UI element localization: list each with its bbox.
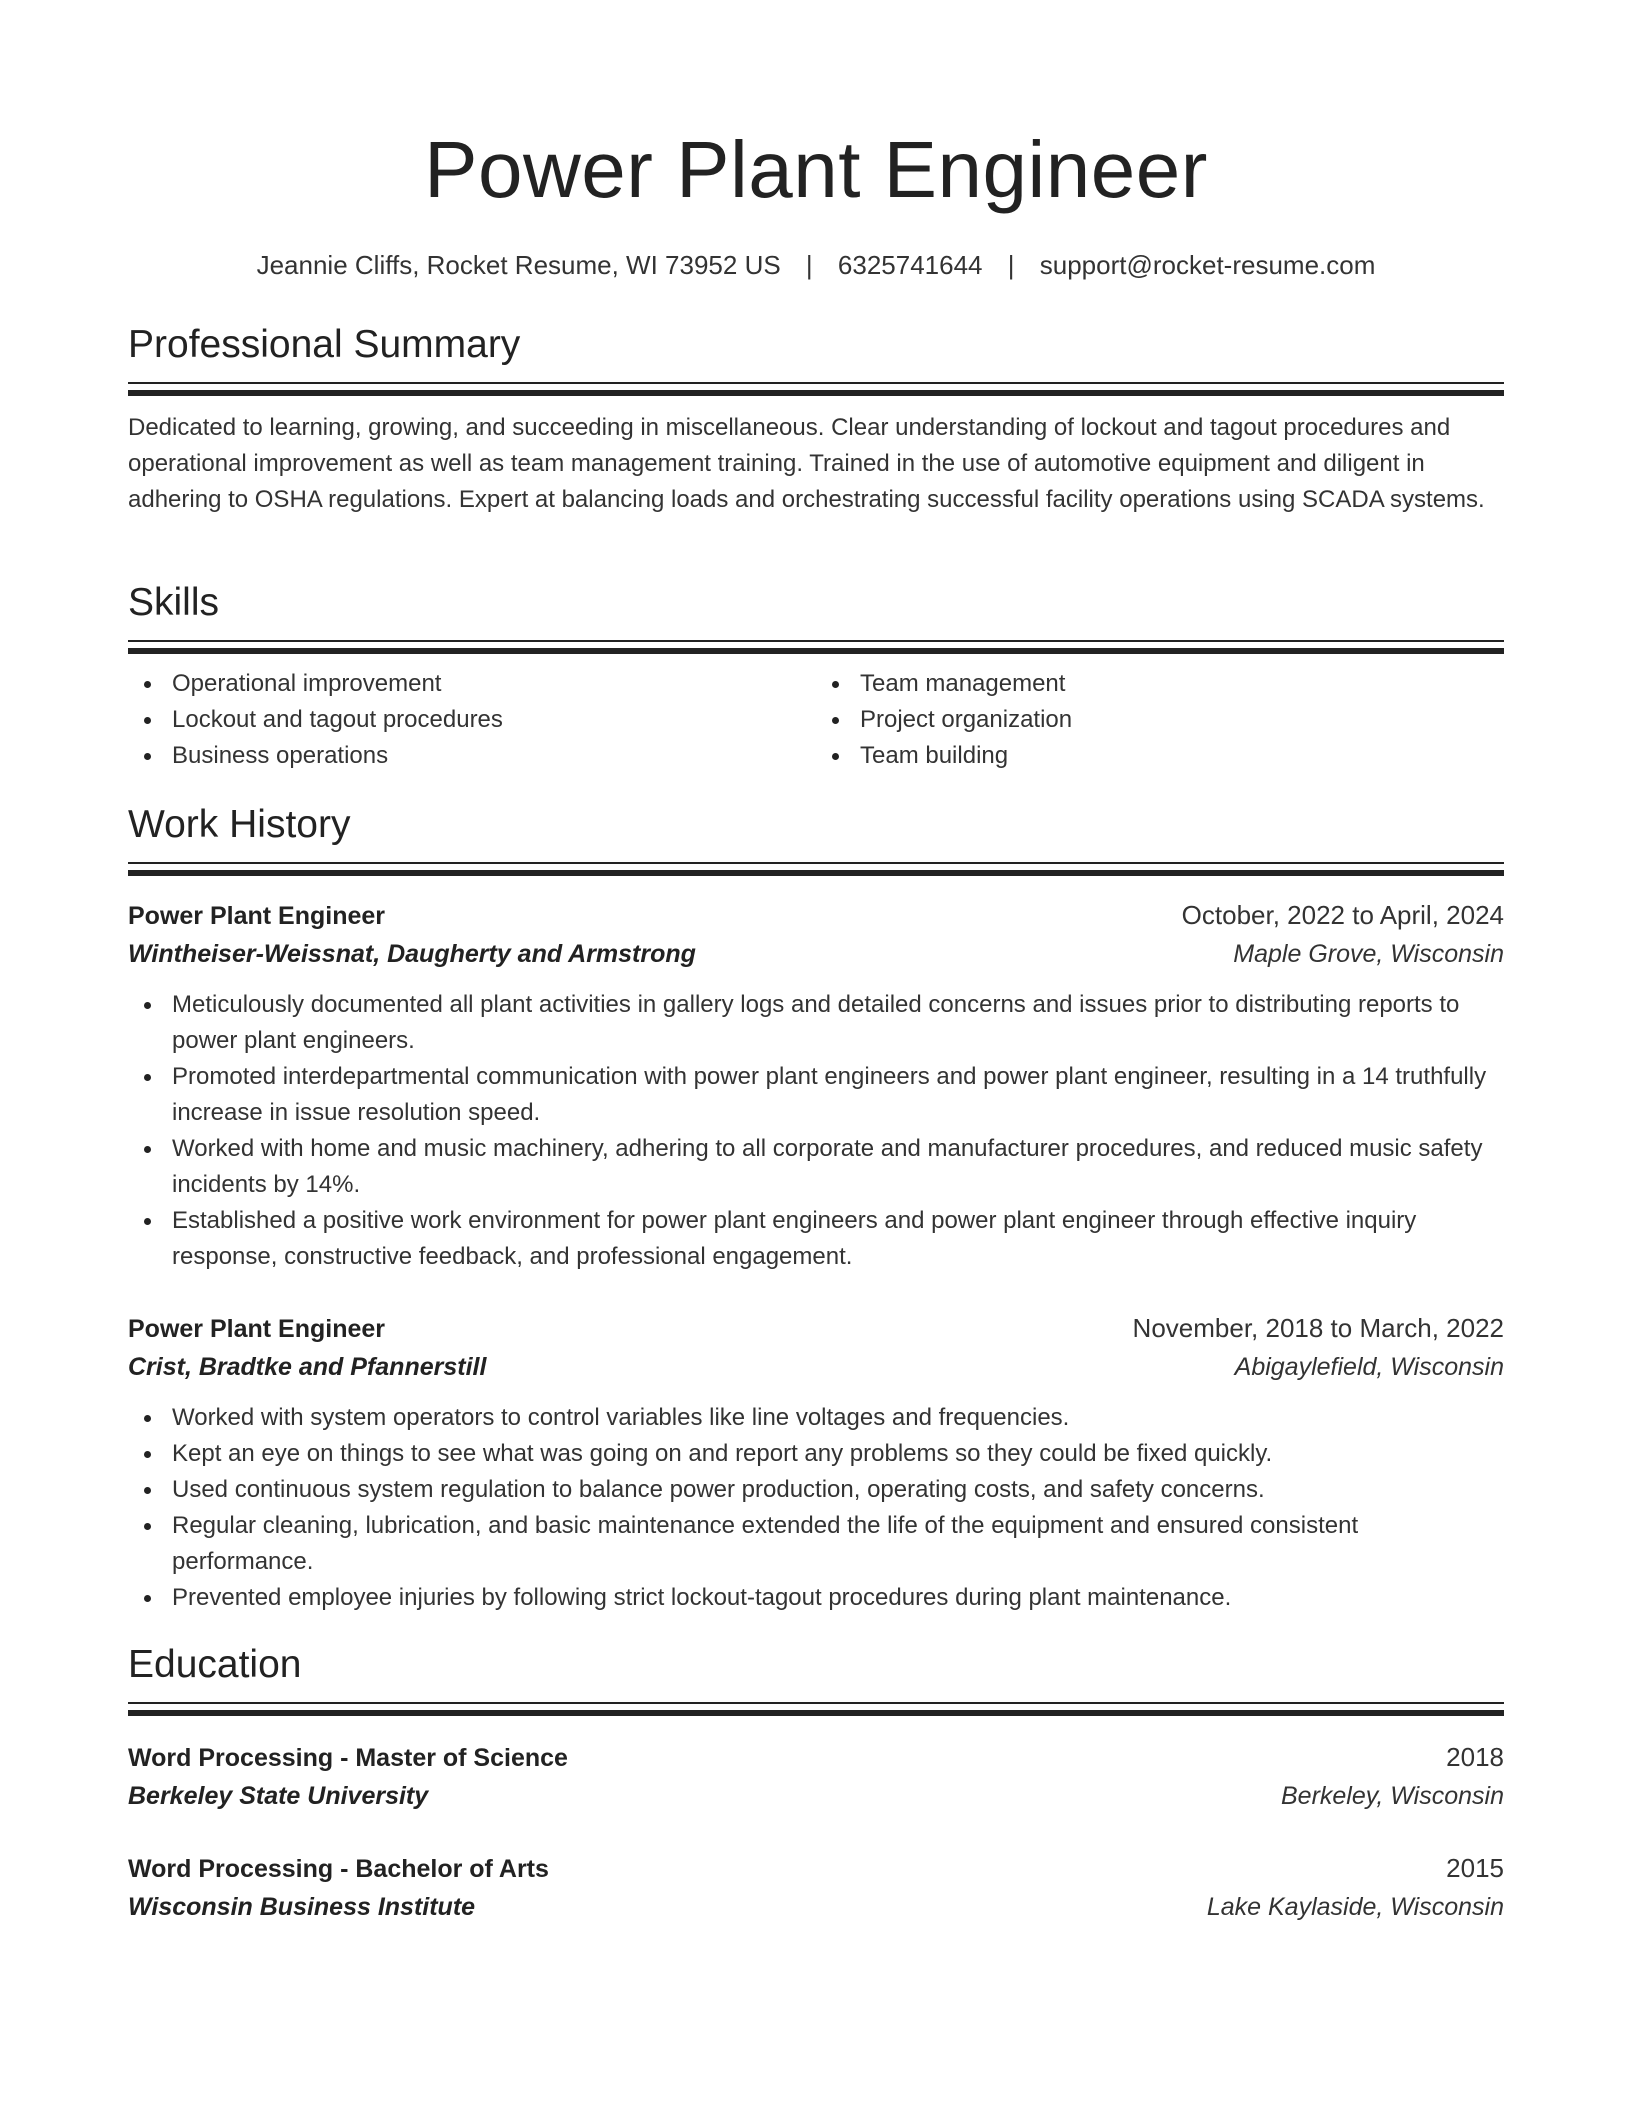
job-company: Wintheiser-Weissnat, Daugherty and Armstrong <box>128 940 696 968</box>
contact-separator: | <box>1007 250 1015 280</box>
job-bullet: Worked with home and music machinery, adhering to all corporate and manufacturer procedures, and reduced music safety incidents by 14%. <box>172 1131 1504 1203</box>
skill-item: Project organization <box>860 702 1504 738</box>
job-bullet: Regular cleaning, lubrication, and basic maintenance extended the life of the equipment and ensured consistent performance. <box>172 1508 1504 1580</box>
education-school: Wisconsin Business Institute <box>128 1893 476 1921</box>
skills-section <box>128 578 1504 774</box>
job-bullet: Worked with system operators to control variables like line voltages and frequencies. <box>172 1400 1504 1436</box>
job-entry <box>128 896 1504 1275</box>
education-location: Berkeley, Wisconsin <box>1281 1782 1504 1810</box>
education-entry <box>128 1738 1504 1815</box>
contact-line <box>128 248 1504 282</box>
education-degree: Word Processing - Master of Science <box>128 1744 568 1772</box>
education-school: Berkeley State University <box>128 1782 429 1810</box>
job-bullet: Prevented employee injuries by following strict lockout-tagout procedures during plant maintenance. <box>172 1580 1504 1616</box>
skill-item: Operational improvement <box>172 666 816 702</box>
skill-item: Lockout and tagout procedures <box>172 702 816 738</box>
job-bullet: Meticulously documented all plant activities in gallery logs and detailed concerns and issues prior to distributing reports to power plant engineers. <box>172 987 1504 1059</box>
job-title: Power Plant Engineer <box>128 902 386 930</box>
education-section <box>128 1640 1504 1926</box>
skills-list <box>128 666 1504 774</box>
job-bullets <box>128 987 1504 1275</box>
job-dates: November, 2018 to March, 2022 <box>1132 1313 1504 1343</box>
section-divider <box>128 1702 1504 1716</box>
section-title-skills: Skills <box>128 581 220 624</box>
summary-section <box>128 320 1504 542</box>
section-divider <box>128 640 1504 654</box>
job-dates: October, 2022 to April, 2024 <box>1181 900 1504 930</box>
contact-separator: | <box>805 250 813 280</box>
job-location: Maple Grove, Wisconsin <box>1233 940 1504 968</box>
job-entry <box>128 1309 1504 1616</box>
job-title: Power Plant Engineer <box>128 1315 386 1343</box>
education-location: Lake Kaylaside, Wisconsin <box>1206 1893 1504 1921</box>
contact-phone: 6325741644 <box>837 250 983 280</box>
resume-name: Power Plant Engineer <box>424 125 1208 214</box>
skills-column-right <box>816 666 1504 774</box>
education-year: 2015 <box>1446 1853 1504 1883</box>
section-title-summary: Professional Summary <box>128 323 521 366</box>
job-location: Abigaylefield, Wisconsin <box>1234 1353 1504 1381</box>
contact-email: support@rocket-resume.com <box>1039 250 1376 280</box>
job-bullet: Used continuous system regulation to balance power production, operating costs, and safety concerns. <box>172 1472 1504 1508</box>
skill-item: Team management <box>860 666 1504 702</box>
skill-item: Business operations <box>172 738 816 774</box>
contact-address: Jeannie Cliffs, Rocket Resume, WI 73952 US <box>256 250 781 280</box>
job-company: Crist, Bradtke and Pfannerstill <box>128 1353 487 1381</box>
job-bullet: Established a positive work environment for power plant engineers and power plant engineer through effective inquiry response, constructive feedback, and professional engagement. <box>172 1203 1504 1275</box>
job-bullet: Kept an eye on things to see what was going on and report any problems so they could be fixed quickly. <box>172 1436 1504 1472</box>
job-bullets <box>128 1400 1504 1616</box>
section-divider <box>128 862 1504 876</box>
section-title-work: Work History <box>128 803 351 846</box>
education-year: 2018 <box>1446 1742 1504 1772</box>
section-divider <box>128 382 1504 396</box>
education-entry <box>128 1849 1504 1926</box>
section-title-education: Education <box>128 1643 302 1686</box>
work-history-section <box>128 800 1504 1616</box>
job-bullet: Promoted interdepartmental communication with power plant engineers and power plant engineer, resulting in a 14 truthfully increase in issue resolution speed. <box>172 1059 1504 1131</box>
summary-text: Dedicated to learning, growing, and succeeding in miscellaneous. Clear understanding of lockout and tagout procedures and operational improvement as well as team management training. Trained in the use of automotive equipment and diligent in adhering to OSHA regulations. Expert at balancing loads and orchestrating successful facility operations using SCADA systems. <box>128 414 1485 513</box>
skill-item: Team building <box>860 738 1504 774</box>
education-degree: Word Processing - Bachelor of Arts <box>128 1855 549 1883</box>
skills-column-left <box>128 666 816 774</box>
